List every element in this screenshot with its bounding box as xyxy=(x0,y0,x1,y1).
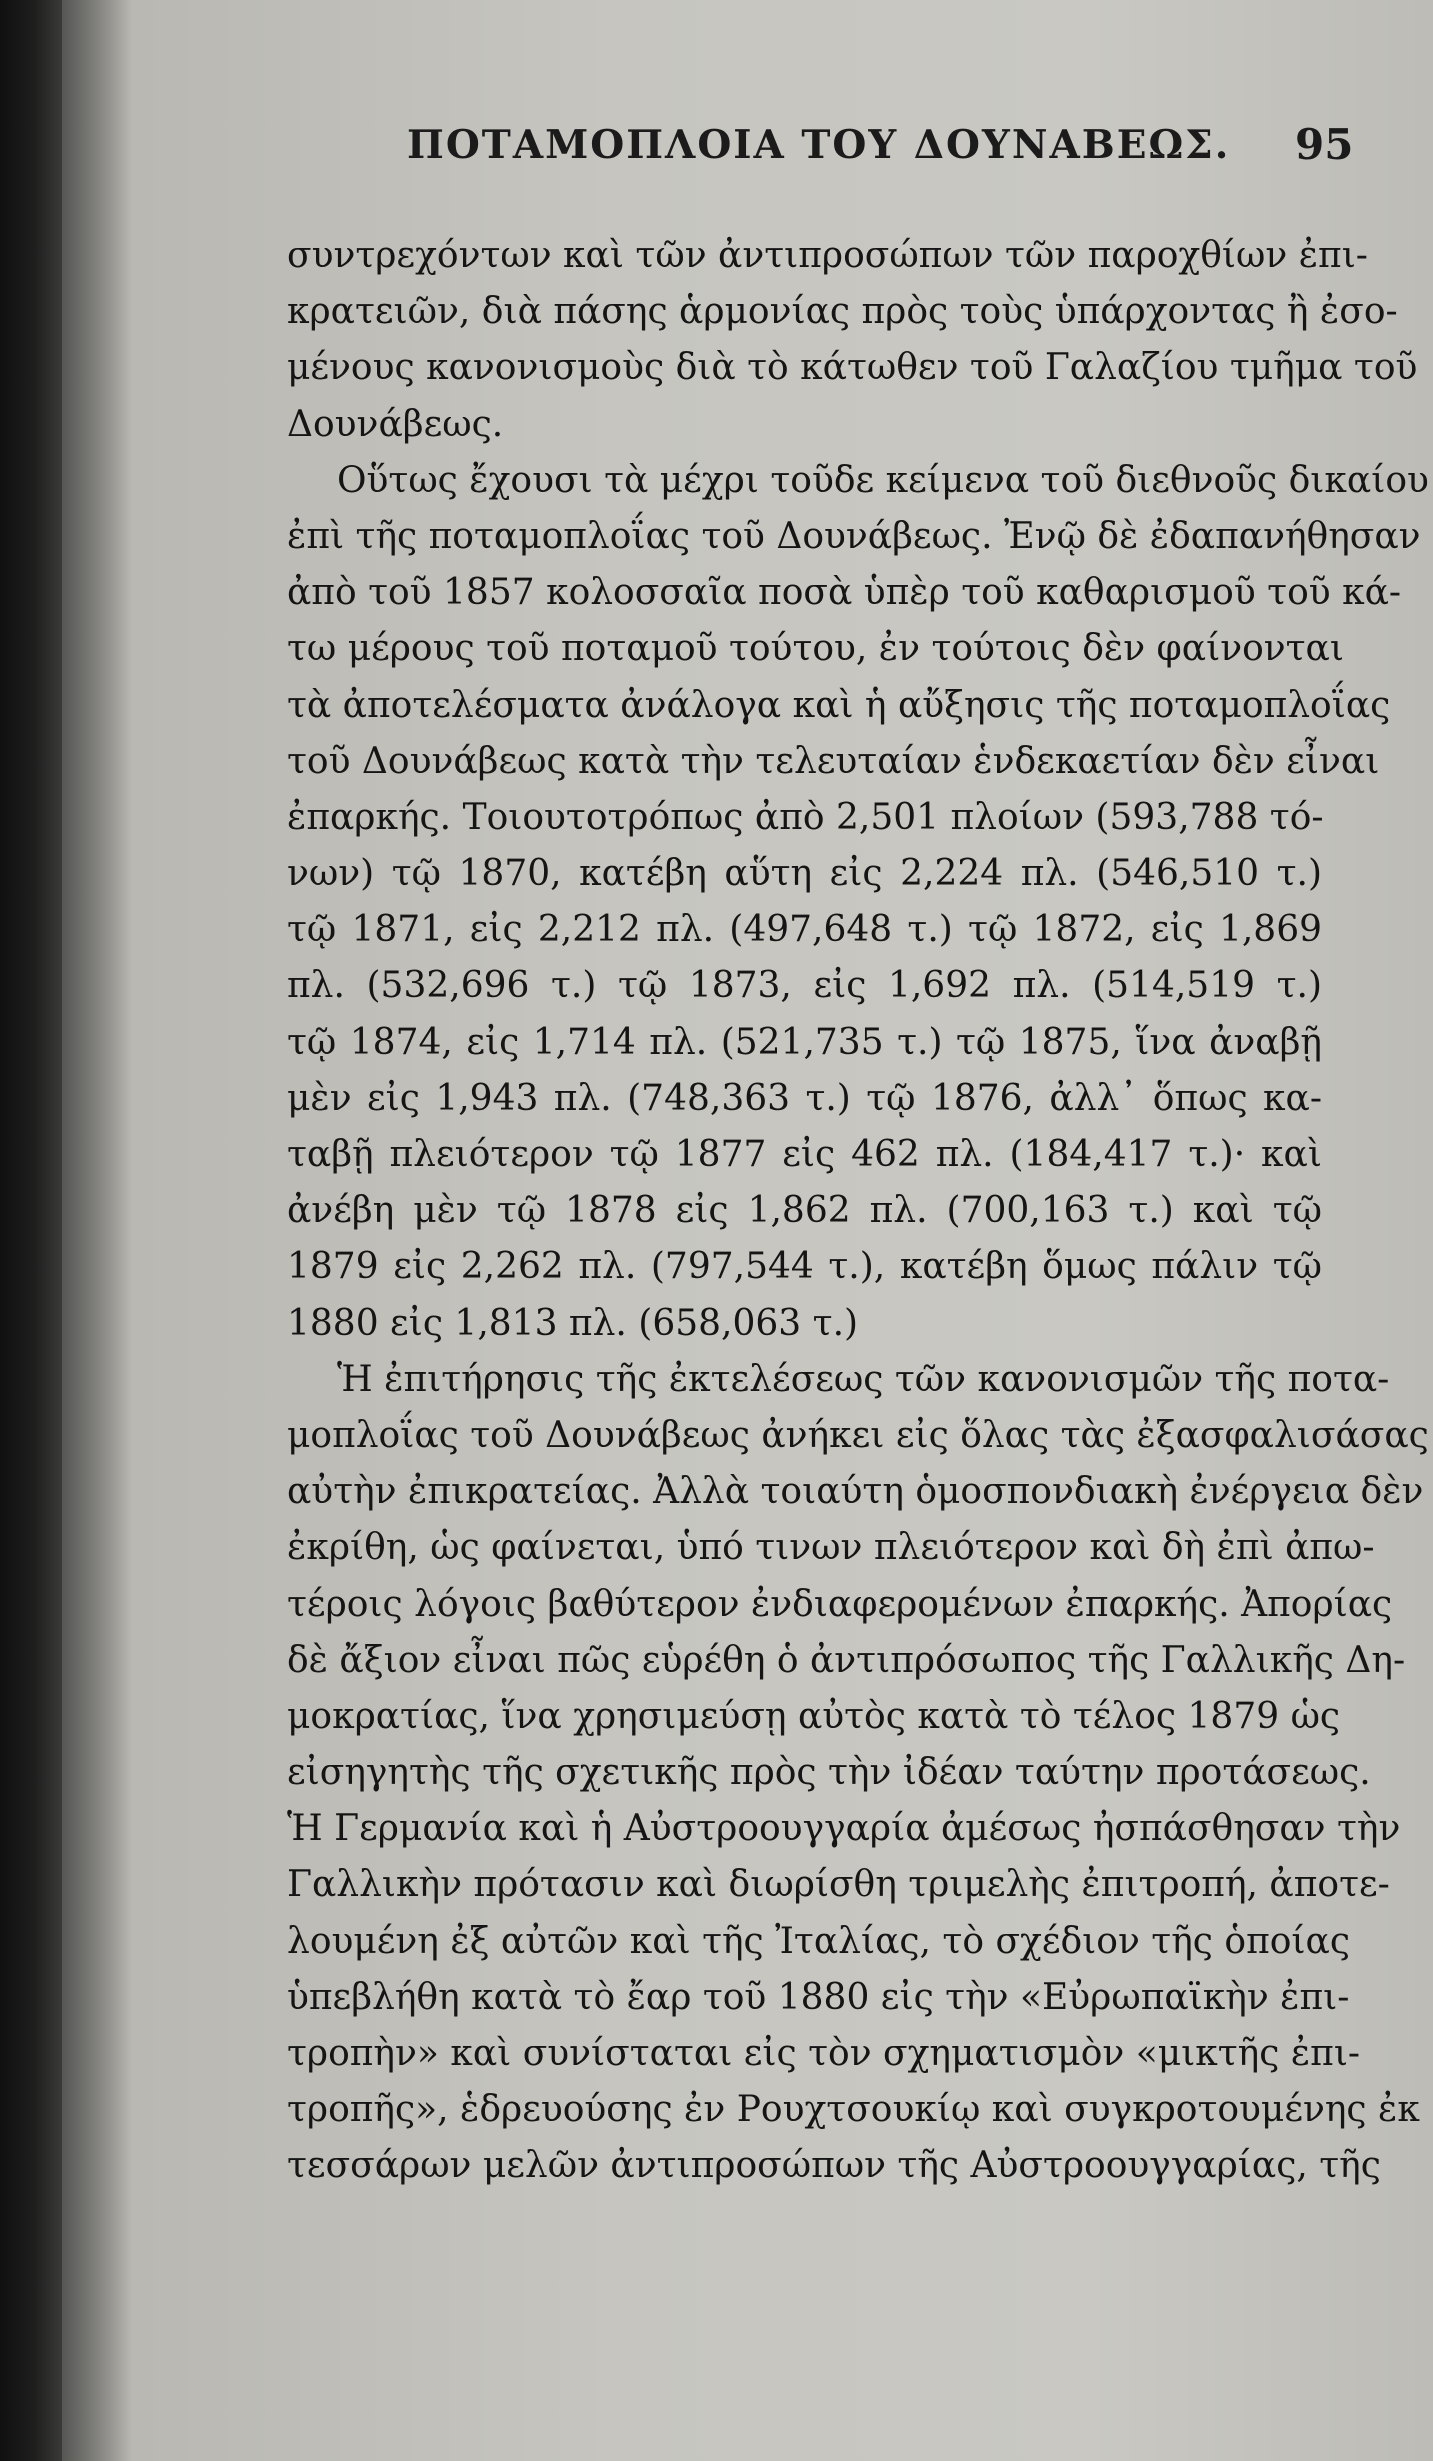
text-line: τεσσάρων μελῶν ἀντιπροσώπων τῆς Αὐστροουγγαρίας, τῆς xyxy=(287,2145,1381,2187)
text-line: 1880 εἰς 1,813 πλ. (658,063 τ.) xyxy=(287,1302,859,1344)
scan-binding-shadow xyxy=(0,0,62,2461)
text-line: ἀνέβη μὲν τῷ 1878 εἰς 1,862 πλ. (700,163 τ.) καὶ τῷ xyxy=(287,1190,1322,1232)
text-line: μοκρατίας, ἵνα χρησιμεύσῃ αὐτὸς κατὰ τὸ τέλος 1879 ὡς xyxy=(287,1695,1341,1737)
text-line: λουμένη ἐξ αὐτῶν καὶ τῆς Ἰταλίας, τὸ σχέδιον τῆς ὁποίας xyxy=(287,1920,1350,1962)
text-line: πλ. (532,696 τ.) τῷ 1873, εἰς 1,692 πλ. (514,519 τ.) xyxy=(287,965,1322,1007)
text-line: τῷ 1874, εἰς 1,714 πλ. (521,735 τ.) τῷ 1875, ἵνα ἀναβῇ xyxy=(287,1021,1322,1063)
text-line: τροπῆς», ἑδρευούσης ἐν Ρουχτσουκίῳ καὶ συγκροτουμένης ἐκ xyxy=(287,2089,1420,2131)
text-line: Δουνάβεως. xyxy=(287,403,504,445)
book-page xyxy=(62,0,1433,2461)
text-line: ταβῇ πλειότερον τῷ 1877 εἰς 462 πλ. (184,417 τ.)· καὶ xyxy=(287,1134,1322,1175)
page-number: 95 xyxy=(1295,120,1354,169)
text-line: ἐπὶ τῆς ποταμοπλοΐας τοῦ Δουνάβεως. Ἐνῷ δὲ ἐδαπανήθησαν xyxy=(287,515,1421,557)
text-line: τὰ ἀποτελέσματα ἀνάλογα καὶ ἡ αὔξησις τῆς ποταμοπλοΐας xyxy=(287,684,1391,726)
text-line: Ἡ Γερμανία καὶ ἡ Αὐστροουγγαρία ἀμέσως ἠσπάσθησαν τὴν xyxy=(287,1808,1401,1850)
body-text xyxy=(287,228,1429,2195)
text-line: τω μέρους τοῦ ποταμοῦ τούτου, ἐν τούτοις δὲν φαίνονται xyxy=(287,628,1344,670)
text-line: ὑπεβλήθη κατὰ τὸ ἔαρ τοῦ 1880 εἰς τὴν «Εὐρωπαϊκὴν ἐπι- xyxy=(287,1976,1350,2018)
text-line: νων) τῷ 1870, κατέβη αὕτη εἰς 2,224 πλ. (546,510 τ.) xyxy=(287,853,1322,895)
text-line: μοπλοΐας τοῦ Δουνάβεως ἀνήκει εἰς ὅλας τὰς ἐξασφαλισάσας xyxy=(287,1414,1429,1456)
text-line: ἐπαρκής. Τοιουτοτρόπως ἀπὸ 2,501 πλοίων (593,788 τό- xyxy=(287,796,1324,838)
text-line: δὲ ἄξιον εἶναι πῶς εὑρέθη ὁ ἀντιπρόσωπος τῆς Γαλλικῆς Δη- xyxy=(287,1639,1406,1681)
running-head xyxy=(62,112,1433,182)
text-line: μὲν εἰς 1,943 πλ. (748,363 τ.) τῷ 1876, ἀλλ᾽ ὅπως κα- xyxy=(287,1077,1322,1119)
text-line: κρατειῶν, διὰ πάσης ἁρμονίας πρὸς τοὺς ὑπάρχοντας ἢ ἐσο- xyxy=(287,291,1398,333)
text-line: Ἡ ἐπιτήρησις τῆς ἐκτελέσεως τῶν κανονισμῶν τῆς ποτα- xyxy=(337,1358,1390,1400)
text-line: 1879 εἰς 2,262 πλ. (797,544 τ.), κατέβη ὅμως πάλιν τῷ xyxy=(287,1246,1322,1288)
running-title: ΠΟΤΑΜΟΠΛΟΙΑ ΤΟΥ ΔΟΥΝΑΒΕΩΣ. xyxy=(407,122,1231,168)
text-line: ἀπὸ τοῦ 1857 κολοσσαῖα ποσὰ ὑπὲρ τοῦ καθαρισμοῦ τοῦ κά- xyxy=(287,572,1402,614)
text-line: συντρεχόντων καὶ τῶν ἀντιπροσώπων τῶν παροχθίων ἐπι- xyxy=(287,235,1368,276)
text-line: μένους κανονισμοὺς διὰ τὸ κάτωθεν τοῦ Γαλαζίου τμῆμα τοῦ xyxy=(287,347,1418,389)
text-line: εἰσηγητὴς τῆς σχετικῆς πρὸς τὴν ἰδέαν ταύτην προτάσεως. xyxy=(287,1752,1371,1794)
text-line: αὐτὴν ἐπικρατείας. Ἀλλὰ τοιαύτη ὁμοσπονδιακὴ ἐνέργεια δὲν xyxy=(287,1471,1424,1513)
text-line: τροπὴν» καὶ συνίσταται εἰς τὸν σχηματισμὸν «μικτῆς ἐπι- xyxy=(287,2033,1361,2074)
page-gutter-fold xyxy=(62,0,132,2461)
text-line: τέροις λόγοις βαθύτερον ἐνδιαφερομένων ἐπαρκής. Ἀπορίας xyxy=(287,1583,1393,1625)
text-line: ἐκρίθη, ὡς φαίνεται, ὑπό τινων πλειότερον καὶ δὴ ἐπὶ ἀπω- xyxy=(287,1527,1375,1569)
text-line: Οὕτως ἔχουσι τὰ μέχρι τοῦδε κείμενα τοῦ διεθνοῦς δικαίου xyxy=(337,459,1429,501)
text-line: Γαλλικὴν πρότασιν καὶ διωρίσθη τριμελὴς ἐπιτροπή, ἀποτε- xyxy=(287,1864,1390,1906)
text-line: τοῦ Δουνάβεως κατὰ τὴν τελευταίαν ἑνδεκαετίαν δὲν εἶναι xyxy=(287,740,1380,782)
text-line: τῷ 1871, εἰς 2,212 πλ. (497,648 τ.) τῷ 1872, εἰς 1,869 xyxy=(287,909,1322,951)
